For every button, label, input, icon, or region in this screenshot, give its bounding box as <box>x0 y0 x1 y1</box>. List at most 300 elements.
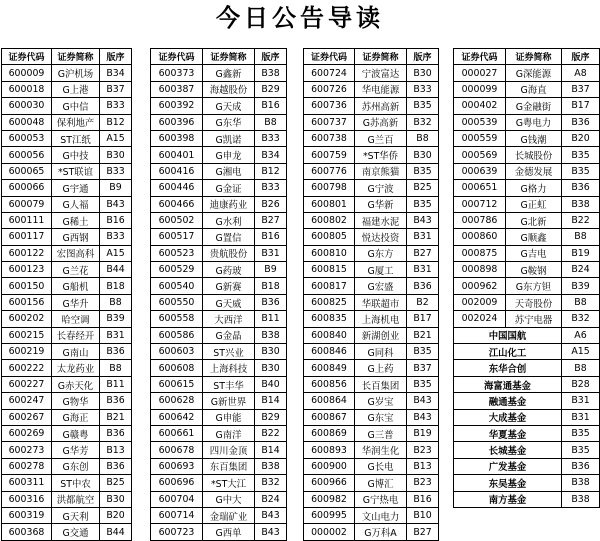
page-ref: B12 <box>255 163 287 179</box>
page-ref: B25 <box>100 475 132 491</box>
table-row <box>454 278 600 294</box>
page-ref: A15 <box>562 344 600 360</box>
table-row <box>304 458 439 474</box>
page-ref: B31 <box>407 229 439 245</box>
page-ref: B18 <box>100 278 132 294</box>
header-code: 证券代码 <box>151 49 203 65</box>
announcement-table-2 <box>150 48 287 541</box>
page-ref: B36 <box>100 425 132 441</box>
security-code: 600227 <box>2 376 52 392</box>
page-ref: B35 <box>407 376 439 392</box>
table-row <box>151 393 287 409</box>
page-ref: B22 <box>562 212 600 228</box>
page-ref: A15 <box>100 130 132 146</box>
security-name: G苏高新 <box>355 114 407 130</box>
table-row <box>304 245 439 261</box>
table-row <box>304 425 439 441</box>
security-name: G厦工 <box>355 262 407 278</box>
table-row <box>2 507 132 523</box>
security-name: 文山电力 <box>355 507 407 523</box>
page-ref: B36 <box>562 114 600 130</box>
security-name: G赣粤 <box>52 425 100 441</box>
announcement-name: 南方基金 <box>454 491 562 507</box>
table-row <box>304 180 439 196</box>
security-name: G岁宝 <box>355 393 407 409</box>
page-ref: B36 <box>562 180 600 196</box>
security-name: G申龙 <box>203 147 255 163</box>
table-row <box>2 475 132 491</box>
security-name: G上港 <box>52 81 100 97</box>
security-code: 000786 <box>454 212 506 228</box>
table-row <box>304 491 439 507</box>
security-code: 600215 <box>2 327 52 343</box>
security-code: 600156 <box>2 294 52 310</box>
table-row <box>2 524 132 540</box>
table-row <box>304 196 439 212</box>
page-ref: B33 <box>407 81 439 97</box>
security-code: 600835 <box>304 311 355 327</box>
security-name: G海正 <box>52 409 100 425</box>
table-row <box>454 114 600 130</box>
table-row <box>454 229 600 245</box>
security-name: G南山 <box>52 344 100 360</box>
security-name: 新湖创业 <box>355 327 407 343</box>
security-name: G华升 <box>52 294 100 310</box>
security-name: G钱潮 <box>506 130 562 146</box>
security-name: G西单 <box>203 524 255 540</box>
table-row <box>151 180 287 196</box>
table-row <box>151 524 287 540</box>
table-row <box>304 65 439 81</box>
page-ref: B31 <box>100 327 132 343</box>
table-row <box>151 212 287 228</box>
security-code: 600615 <box>151 376 203 392</box>
table-row <box>304 409 439 425</box>
security-code: 600269 <box>2 425 52 441</box>
security-code: 600815 <box>304 262 355 278</box>
table-row <box>2 360 132 376</box>
security-name: G天成 <box>203 98 255 114</box>
page-ref: B38 <box>255 65 287 81</box>
security-code: 600401 <box>151 147 203 163</box>
table-row <box>2 376 132 392</box>
security-name: 贵航股份 <box>203 245 255 261</box>
security-code: 600523 <box>151 245 203 261</box>
security-code: 600840 <box>304 327 355 343</box>
table-header-row <box>2 49 132 65</box>
security-name: G东华 <box>203 114 255 130</box>
security-code: 600273 <box>2 442 52 458</box>
page-ref: B17 <box>562 98 600 114</box>
page-ref: B27 <box>407 524 439 540</box>
security-code: 600387 <box>151 81 203 97</box>
page-ref: B16 <box>255 229 287 245</box>
page-ref: B11 <box>100 376 132 392</box>
security-code: 600693 <box>151 458 203 474</box>
table-row <box>151 98 287 114</box>
security-name: G稀土 <box>52 212 100 228</box>
table-header-row <box>304 49 439 65</box>
security-code: 600802 <box>304 212 355 228</box>
table-row <box>304 294 439 310</box>
table-row <box>151 425 287 441</box>
security-code: 000639 <box>454 163 506 179</box>
table-row <box>304 130 439 146</box>
page-ref: B43 <box>407 212 439 228</box>
page-ref: B36 <box>562 458 600 474</box>
header-page: 版序 <box>100 49 132 65</box>
security-name: 大西洋 <box>203 311 255 327</box>
security-code: 600846 <box>304 344 355 360</box>
page-ref: B13 <box>407 458 439 474</box>
page-ref: B43 <box>100 196 132 212</box>
security-name: G东方钽 <box>506 278 562 294</box>
page-ref: B43 <box>255 524 287 540</box>
security-code: 600726 <box>304 81 355 97</box>
security-code: 600810 <box>304 245 355 261</box>
table-row <box>2 393 132 409</box>
page-ref: B2 <box>407 294 439 310</box>
page-title: 今日公告导读 <box>216 4 384 32</box>
page-ref: B16 <box>255 98 287 114</box>
page-ref: B11 <box>255 311 287 327</box>
security-name: G东创 <box>52 458 100 474</box>
page-ref: B23 <box>407 475 439 491</box>
page-ref: B37 <box>407 360 439 376</box>
table-row <box>2 278 132 294</box>
security-name: 上海科技 <box>203 360 255 376</box>
table-row <box>151 311 287 327</box>
security-name: G金晶 <box>203 327 255 343</box>
table-row <box>304 212 439 228</box>
security-code: 600502 <box>151 212 203 228</box>
security-code: 600558 <box>151 311 203 327</box>
page-ref: B29 <box>255 81 287 97</box>
security-name: G吉电 <box>506 245 562 261</box>
page-ref: B30 <box>100 147 132 163</box>
table-row <box>304 114 439 130</box>
page-ref: B31 <box>562 409 600 425</box>
table-row <box>454 163 600 179</box>
security-code: 600805 <box>304 229 355 245</box>
security-code: 000962 <box>454 278 506 294</box>
page-ref: B38 <box>255 458 287 474</box>
table-row <box>2 65 132 81</box>
page-ref: B36 <box>100 458 132 474</box>
table-row <box>304 442 439 458</box>
page-ref: B28 <box>562 376 600 392</box>
security-name: G置信 <box>203 229 255 245</box>
table-row <box>454 458 600 474</box>
table-row <box>151 376 287 392</box>
table-row <box>454 475 600 491</box>
security-code: 002024 <box>454 311 506 327</box>
security-name: G深能源 <box>506 65 562 81</box>
table-row <box>2 196 132 212</box>
security-name: 洪都航空 <box>52 491 100 507</box>
page-ref: B13 <box>100 442 132 458</box>
security-name: G新世界 <box>203 393 255 409</box>
security-code: 600966 <box>304 475 355 491</box>
table-row <box>304 278 439 294</box>
security-code: 600723 <box>151 524 203 540</box>
security-name: G沪机场 <box>52 65 100 81</box>
page-ref: B37 <box>100 81 132 97</box>
security-code: 600724 <box>304 65 355 81</box>
security-code: 600048 <box>2 114 52 130</box>
table-row <box>454 212 600 228</box>
table-row <box>151 475 287 491</box>
page-ref: B35 <box>407 163 439 179</box>
page-ref: B38 <box>255 327 287 343</box>
security-name: G申能 <box>203 409 255 425</box>
security-code: 600737 <box>304 114 355 130</box>
security-code: 600247 <box>2 393 52 409</box>
page-ref: B12 <box>100 114 132 130</box>
table-row <box>2 458 132 474</box>
page-ref: B33 <box>255 130 287 146</box>
security-code: 600056 <box>2 147 52 163</box>
table-row <box>454 196 600 212</box>
security-name: 哈空调 <box>52 311 100 327</box>
page-ref: B36 <box>255 294 287 310</box>
page-ref: B27 <box>407 245 439 261</box>
table-row <box>454 327 600 343</box>
table-row <box>454 98 600 114</box>
table-row <box>151 81 287 97</box>
table-row <box>304 393 439 409</box>
security-code: 000027 <box>454 65 506 81</box>
security-code: 600219 <box>2 344 52 360</box>
table-row <box>151 196 287 212</box>
page-ref: A15 <box>100 245 132 261</box>
table-row <box>304 147 439 163</box>
security-name: G新赛 <box>203 278 255 294</box>
page-ref: B8 <box>562 360 600 376</box>
security-code: 600995 <box>304 507 355 523</box>
security-code: 000099 <box>454 81 506 97</box>
security-code: 600316 <box>2 491 52 507</box>
security-name: 宏图高科 <box>52 245 100 261</box>
security-name: G西钢 <box>52 229 100 245</box>
table-row <box>304 229 439 245</box>
security-code: 600117 <box>2 229 52 245</box>
announcement-table-3 <box>303 48 439 541</box>
security-code: 600122 <box>2 245 52 261</box>
page-ref: B32 <box>562 311 600 327</box>
page-ref: B24 <box>562 262 600 278</box>
security-code: 000539 <box>454 114 506 130</box>
security-code: 600798 <box>304 180 355 196</box>
page-ref: B30 <box>255 360 287 376</box>
table-row <box>454 360 600 376</box>
security-code: 600311 <box>2 475 52 491</box>
security-code: 600368 <box>2 524 52 540</box>
table-row <box>151 262 287 278</box>
table-row <box>454 130 600 146</box>
page-ref: B25 <box>407 180 439 196</box>
page-ref: B37 <box>562 81 600 97</box>
table-row <box>151 130 287 146</box>
security-code: 600446 <box>151 180 203 196</box>
announcement-name: 华夏基金 <box>454 425 562 441</box>
security-code: 600416 <box>151 163 203 179</box>
security-code: 600150 <box>2 278 52 294</box>
security-name: 福建水泥 <box>355 212 407 228</box>
page-ref: A6 <box>562 327 600 343</box>
security-code: 600801 <box>304 196 355 212</box>
announcement-name: 广发基金 <box>454 458 562 474</box>
table-row <box>2 229 132 245</box>
table-row <box>2 81 132 97</box>
table-row <box>2 311 132 327</box>
security-name: G南洋 <box>203 425 255 441</box>
table-row <box>151 65 287 81</box>
security-name: G宁热电 <box>355 491 407 507</box>
security-code: 600628 <box>151 393 203 409</box>
table-row <box>304 507 439 523</box>
table-row <box>151 278 287 294</box>
security-code: 600030 <box>2 98 52 114</box>
page-ref: B9 <box>255 262 287 278</box>
header-page: 版序 <box>255 49 287 65</box>
security-name: G船机 <box>52 278 100 294</box>
page-ref: B36 <box>100 344 132 360</box>
page-ref: B8 <box>255 114 287 130</box>
security-code: 600398 <box>151 130 203 146</box>
security-name: G兰百 <box>355 130 407 146</box>
table-row <box>151 245 287 261</box>
table-row <box>304 376 439 392</box>
security-name: G天利 <box>52 507 100 523</box>
security-name: G海直 <box>506 81 562 97</box>
security-code: 600123 <box>2 262 52 278</box>
table-row <box>454 393 600 409</box>
table-row <box>454 409 600 425</box>
security-name: G北新 <box>506 212 562 228</box>
announcement-name: 融通基金 <box>454 393 562 409</box>
table-row <box>2 327 132 343</box>
page-ref: B10 <box>407 507 439 523</box>
page-ref: B9 <box>100 180 132 196</box>
table-row <box>151 229 287 245</box>
page-ref: B30 <box>255 344 287 360</box>
table-row <box>151 409 287 425</box>
security-code: 600202 <box>2 311 52 327</box>
page-ref: B20 <box>562 130 600 146</box>
table-row <box>454 311 600 327</box>
table-row <box>304 311 439 327</box>
page-ref: B34 <box>255 147 287 163</box>
security-name: G金融街 <box>506 98 562 114</box>
security-code: 600066 <box>2 180 52 196</box>
table-row <box>454 147 600 163</box>
security-code: 600079 <box>2 196 52 212</box>
security-name: G中技 <box>52 147 100 163</box>
table-row <box>304 262 439 278</box>
security-code: 600661 <box>151 425 203 441</box>
page-ref: B30 <box>407 65 439 81</box>
page-ref: B36 <box>407 278 439 294</box>
table-row <box>304 163 439 179</box>
security-name: G药玻 <box>203 262 255 278</box>
security-name: 长城股份 <box>506 147 562 163</box>
page-ref: B24 <box>255 491 287 507</box>
security-name: ST丰华 <box>203 376 255 392</box>
table-row <box>454 442 600 458</box>
security-code: 600222 <box>2 360 52 376</box>
page-ref: B8 <box>100 360 132 376</box>
security-name: *ST联谊 <box>52 163 100 179</box>
table-row <box>151 491 287 507</box>
security-code: 000651 <box>454 180 506 196</box>
table-row <box>304 475 439 491</box>
security-name: 金德发展 <box>506 163 562 179</box>
table-row <box>2 163 132 179</box>
table-row <box>304 360 439 376</box>
table-row <box>454 344 600 360</box>
announcement-name: 大成基金 <box>454 409 562 425</box>
announcement-name: 长城基金 <box>454 442 562 458</box>
table-row <box>454 180 600 196</box>
page-ref: B32 <box>407 114 439 130</box>
table-row <box>2 344 132 360</box>
security-name: 海越股份 <box>203 81 255 97</box>
security-code: 600704 <box>151 491 203 507</box>
page-ref: B21 <box>100 409 132 425</box>
header-code: 证券代码 <box>454 49 506 65</box>
security-name: G宁波 <box>355 180 407 196</box>
security-code: 600267 <box>2 409 52 425</box>
security-name: 长百集团 <box>355 376 407 392</box>
security-code: 000002 <box>304 524 355 540</box>
security-code: 600982 <box>304 491 355 507</box>
page-ref: B33 <box>100 229 132 245</box>
page-ref: B39 <box>562 278 600 294</box>
security-code: 600466 <box>151 196 203 212</box>
page-ref: B26 <box>255 196 287 212</box>
security-code: 002009 <box>454 294 506 310</box>
security-code: 600759 <box>304 147 355 163</box>
security-name: 金瑞矿业 <box>203 507 255 523</box>
page-ref: B35 <box>407 344 439 360</box>
security-name: G人福 <box>52 196 100 212</box>
page-ref: B44 <box>100 524 132 540</box>
security-code: 600550 <box>151 294 203 310</box>
security-name: 上海机电 <box>355 311 407 327</box>
table-row <box>2 147 132 163</box>
header-page: 版序 <box>562 49 600 65</box>
table-row <box>454 65 600 81</box>
security-code: 000402 <box>454 98 506 114</box>
security-name: G格力 <box>506 180 562 196</box>
page-ref: B29 <box>255 409 287 425</box>
security-name: G凯诺 <box>203 130 255 146</box>
security-code: 600900 <box>304 458 355 474</box>
header-name: 证券简称 <box>506 49 562 65</box>
table-row <box>151 327 287 343</box>
security-code: 600540 <box>151 278 203 294</box>
security-code: 600608 <box>151 360 203 376</box>
table-row <box>151 114 287 130</box>
security-name: 东百集团 <box>203 458 255 474</box>
page-ref: B43 <box>407 409 439 425</box>
security-name: G兰花 <box>52 262 100 278</box>
page-ref: B31 <box>562 393 600 409</box>
page-ref: B35 <box>407 98 439 114</box>
security-code: 600856 <box>304 376 355 392</box>
security-name: G东宝 <box>355 409 407 425</box>
